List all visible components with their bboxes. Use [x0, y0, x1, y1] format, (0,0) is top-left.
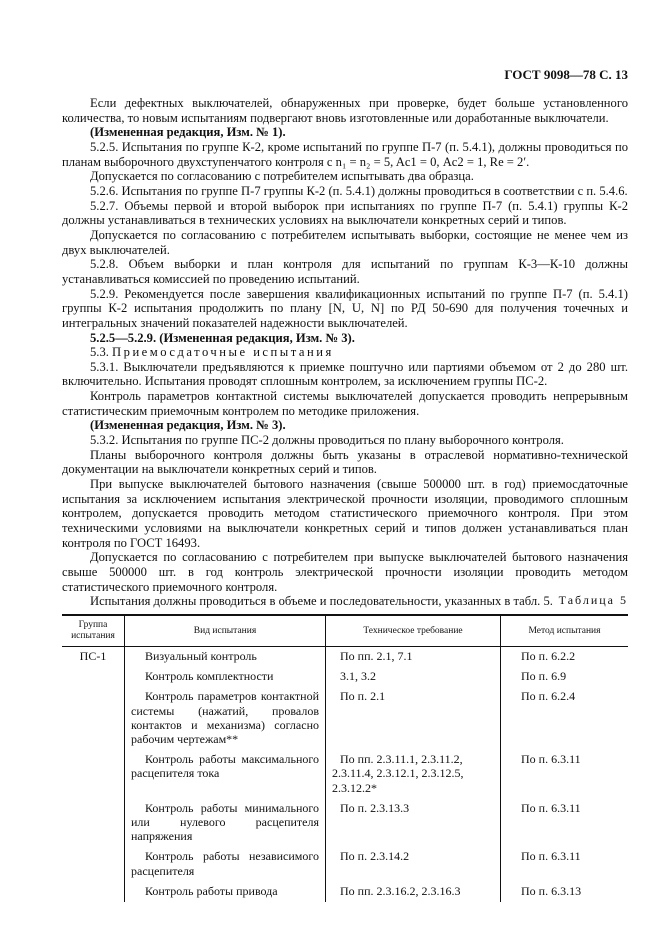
table-cell: По п. 6.3.13: [501, 882, 629, 902]
paragraph: 5.3.1. Выключатели предъявляются к приемке поштучно или партиями объемом от 2 до 280 шт. включительно. Испытания проводят сплошным контролем, за исключением группы ПС-2.: [62, 359, 628, 389]
paragraph: Допускается по согласованию с потребителем испытывать два образца.: [90, 169, 474, 184]
table-cell: По п. 6.2.4: [501, 687, 629, 750]
paragraph: Допускается по согласованию с потребителем при выпуске выключателей бытового назначения свыше 500000 шт. в год контроль электрической прочности изоляции проводить методом статистического приемочного контроля.: [62, 550, 628, 594]
paragraph: Если дефектных выключателей, обнаруженных при проверке, будет больше установленного количества, то новым испытаниям подвергают вновь изготовленные или доработанные выключатели.: [62, 96, 628, 125]
table-cell: По пп. 2.3.11.1, 2.3.11.2, 2.3.11.4, 2.3.12.1, 2.3.12.5, 2.3.12.2*: [326, 750, 501, 799]
table-row: [62, 847, 628, 881]
table-header-row: [62, 615, 628, 647]
page-header: ГОСТ 9098—78 С. 13: [504, 67, 628, 82]
table-caption: Таблица 5: [558, 593, 628, 607]
table-cell: ПС-1: [79, 649, 107, 663]
column-header: Техническое требование: [326, 615, 501, 647]
table-cell: Контроль комплектности: [125, 667, 326, 687]
paragraph: 5.2.6. Испытания по группе П-7 группы К-2 (п. 5.4.1) должны проводиться в соответствии с п. 5.4.6.: [90, 183, 628, 198]
paragraph: При выпуске выключателей бытового назначения (свыше 500000 шт. в год) приемосдаточные испытания за исключением испытания электрической прочности изоляции, проводимого сплошным контролем, допускается проводить методом статистического приемочного контроля. При этом техническими условиями на выключатели конкретных серий и типов должен устанавливаться план контроля по ГОСТ 16493.: [62, 477, 628, 550]
table-row: [62, 687, 628, 750]
table-cell: [62, 667, 125, 687]
table-row: [62, 647, 628, 668]
table-cell: По п. 6.9: [501, 667, 629, 687]
table-row: [62, 799, 628, 848]
table-cell: [62, 687, 125, 750]
table-cell: [62, 799, 125, 848]
table-cell: Контроль работы независимого расцепителя: [125, 847, 326, 881]
table-cell: По п. 2.1: [326, 687, 501, 750]
table-cell: По п. 6.3.11: [501, 847, 629, 881]
table-cell: Контроль работы минимального или нулевого расцепителя напряжения: [125, 799, 326, 848]
table-cell: [62, 882, 125, 902]
amendment-note: (Измененная редакция, Изм. № 1).: [90, 125, 286, 140]
column-header: Группа испытания: [62, 615, 125, 647]
table-row: [62, 882, 628, 902]
table-cell: Контроль работы максимального расцепителя тока: [125, 750, 326, 799]
paragraph: 5.2.8. Объем выборки и план контроля для испытаний по группам К-3—К-10 должны устанавливаться комиссией по проведению испытаний.: [62, 257, 628, 286]
table-cell: 3.1, 3.2: [326, 667, 501, 687]
paragraph: 5.2.7. Объемы первой и второй выборок при испытаниях по группе П-7 (п. 5.4.1) группы К-2 должны устанавливаться в технических условиях на выключатели конкретных серий и типов.: [62, 198, 628, 228]
section-title: Приемосдаточные испытания: [112, 345, 334, 360]
table-cell: По п. 6.3.11: [501, 750, 629, 799]
amendment-note: 5.2.5—5.2.9. (Измененная редакция, Изм. № 3).: [90, 330, 355, 345]
paragraph: 5.3. Приемосдаточные испытания: [90, 345, 334, 360]
table-cell: Контроль работы привода: [125, 882, 326, 902]
table-cell: Визуальный контроль: [125, 647, 326, 668]
table-cell: По пп. 2.1, 7.1: [326, 647, 501, 668]
paragraph: Допускается по согласованию с потребителем испытывать выборки, состоящие не менее чем из двух выключателей.: [62, 227, 628, 257]
amendment-note: (Измененная редакция, Изм. № 3).: [90, 418, 286, 433]
table-cell: По п. 6.2.2: [501, 647, 629, 668]
table-5: [62, 614, 628, 902]
table-cell: По п. 6.3.11: [501, 799, 629, 848]
paragraph: Планы выборочного контроля должны быть указаны в отраслевой нормативно-технической документации на выключатели конкретных серий и типов.: [62, 447, 628, 477]
table-row: [62, 750, 628, 799]
column-header: Вид испытания: [125, 615, 326, 647]
table-cell: Контроль параметров контактной системы (нажатий, провалов контактов и механизма) согласно рабочим чертежам**: [125, 687, 326, 750]
paragraph: Контроль параметров контактной системы выключателей допускается проводить непрерывным статистическим приемочным контролем по методике приложения.: [62, 389, 628, 418]
document-body: [62, 96, 628, 609]
table-cell: [62, 847, 125, 881]
table-cell: По п. 2.3.14.2: [326, 847, 501, 881]
column-header: Метод испытания: [501, 615, 629, 647]
table-cell: По п. 2.3.13.3: [326, 799, 501, 848]
paragraph: 5.2.9. Рекомендуется после завершения квалификационных испытаний по группе П-7 (п. 5.4.1) группы К-2 испытания продолжить по плану [N, U, N] по РД 50-690 для получения точечных и интегральных значений показателей надежности выключателей.: [62, 286, 628, 330]
table-cell: По пп. 2.3.16.2, 2.3.16.3: [326, 882, 501, 902]
table-cell: [62, 750, 125, 799]
paragraph: Испытания должны проводиться в объеме и последовательности, указанных в табл. 5.: [90, 594, 553, 609]
paragraph: 5.3.2. Испытания по группе ПС-2 должны проводиться по плану выборочного контроля.: [90, 433, 564, 448]
table-row: [62, 667, 628, 687]
paragraph: 5.2.5. Испытания по группе К-2, кроме испытаний по группе П-7 (п. 5.4.1), должны проводиться по планам выборочного двухступенчатого контроля с n₁ = n₂ = 5, Aс1 = 0, Aс2 = 1, Rе = 2′.: [62, 139, 628, 169]
